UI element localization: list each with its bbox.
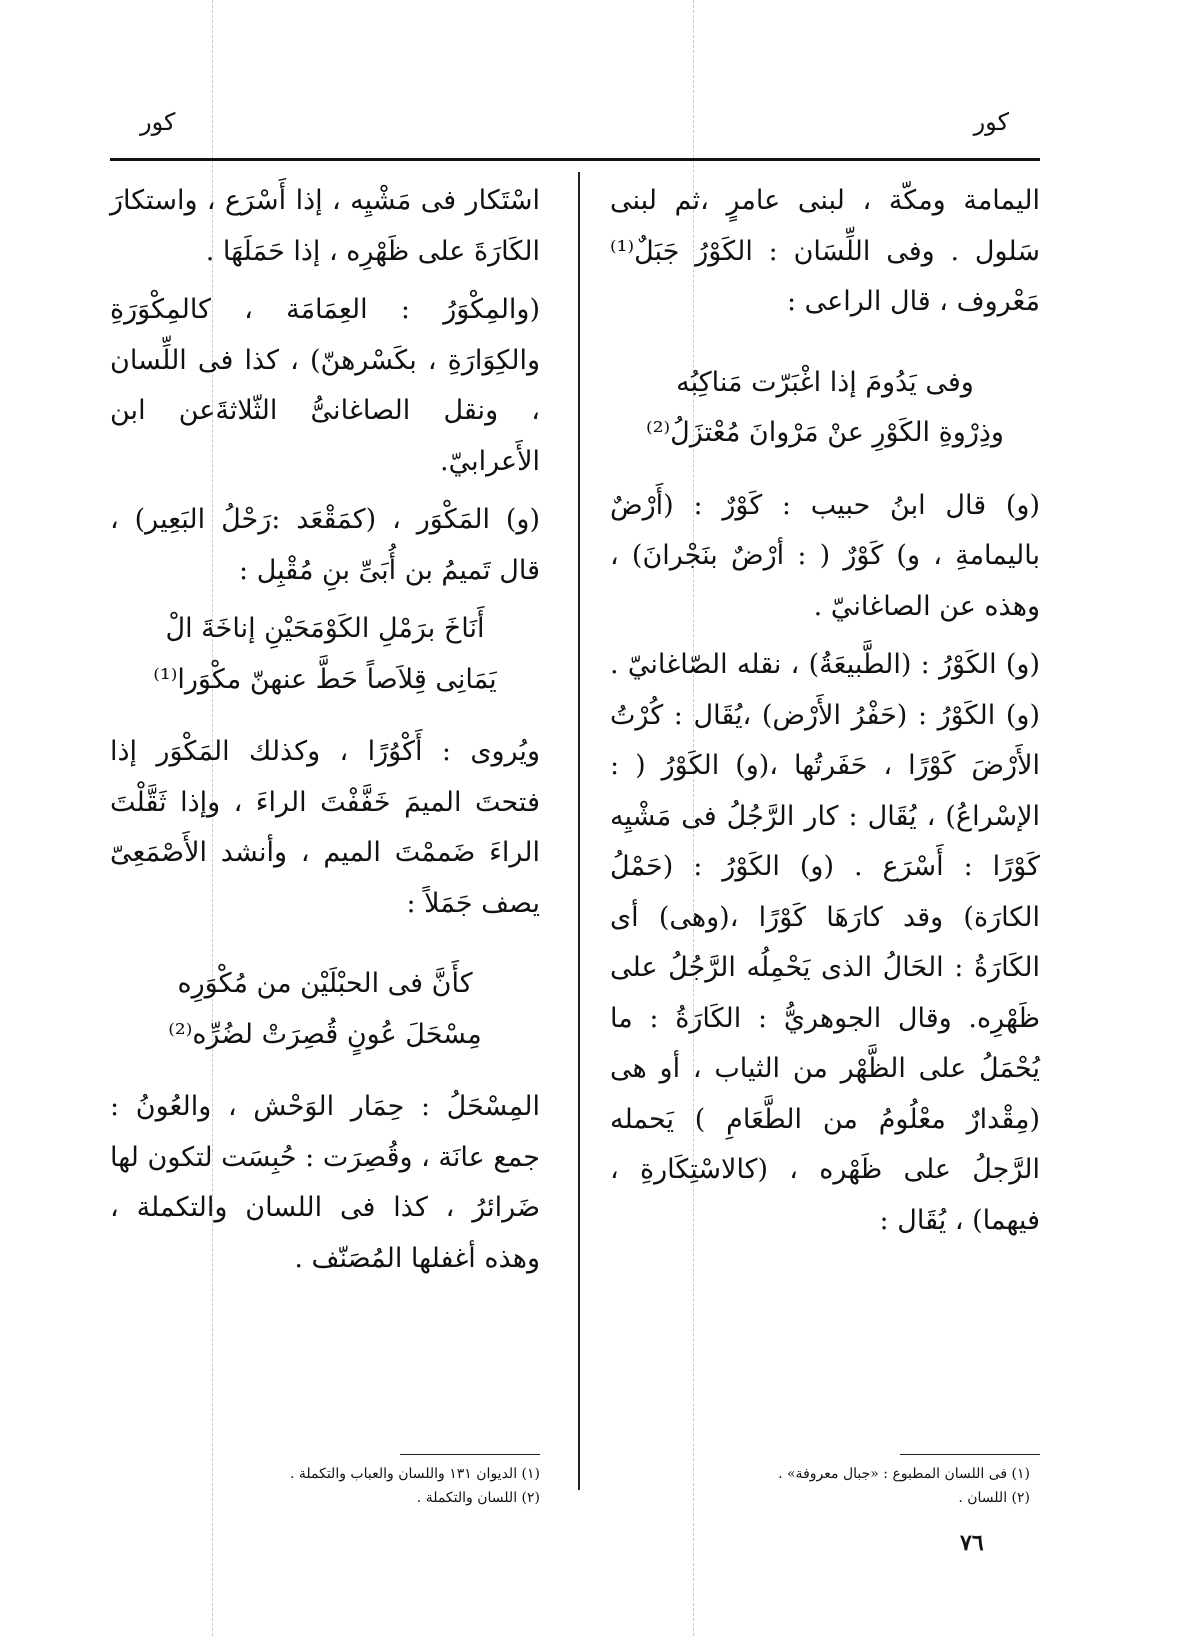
verse-line: وذِرْوةِ الكَوْرِ عنْ مَرْوانَ مُعْتزَلُ⁽²⁾	[646, 417, 1004, 448]
footnotes-left	[110, 1462, 540, 1510]
column-divider	[578, 172, 580, 1490]
footnote-rule-left	[400, 1454, 540, 1455]
paragraph: (و) الكَوْرُ : (الطَّبيعَةُ) ، نقله الصّاغانيّ . (و) الكَوْرُ : (حَفْرُ الأَرْض) ،يُقَال : كُرْتُ الأَرْضَ كَوْرًا ، حَفَرتُها ،(و) الكَوْرُ ( : الإسْراعُ) ، يُقَال : كار الرَّجُلُ فى مَشْيِه كَوْرًا : أَسْرَع . (و) الكَوْرُ : (حَمْلُ الكارَة) وقد كارَهَا كَوْرًا ،(وهى) أى الكَارَةُ : الحَالُ الذى يَحْمِلُه الرَّجُلُ على ظَهْرِه. وقال الجوهريُّ : الكَارَةُ : ما يُحْمَلُ على الظَّهْر من الثياب ، أو هى (مِقْدارٌ معْلُومُ من الطَّعَامِ ) يَحمله الرَّجلُ على ظَهْره ، (كالاسْتِكَارةِ ، فيهما) ، يُقَال :	[610, 649, 1040, 1236]
verse-line: وفى يَدُومَ إذا اغْبَرّت مَناكِبُه	[676, 366, 974, 398]
footnotes-right	[600, 1462, 1030, 1510]
verse-line: يَمَانِى قِلاَصاً حَطَّ عنهنّ مكْوَرا⁽¹⁾	[153, 663, 497, 695]
footnote: (١) الديوان ١٣١ واللسان والعباب والتكملة .	[289, 1466, 540, 1482]
footnote: (١) فى اللسان المطبوع : «جبال معروفة» .	[778, 1466, 1030, 1482]
footnote: (٢) اللسان والتكملة .	[416, 1490, 540, 1506]
paragraph: (و) قال ابنُ حبيب : كَوْرٌ : (أَرْضٌ باليمامةِ ، و) كَوْرٌ ( : أرْضٌ بنَجْرانَ) ، وهذه عن الصاغانيّ .	[610, 489, 1040, 622]
footnote-rule-right	[900, 1454, 1040, 1455]
paragraph: اليمامة ومكّة ، لبنى عامرٍ ،ثم لبنى سَلول . وفى اللِّسَان : الكَوْرُ جَبَلٌ⁽¹⁾ مَعْروف ، قال الراعى :	[610, 185, 1040, 317]
right-column	[610, 176, 1040, 1254]
header-rule	[110, 158, 1040, 161]
verse-line: كأَنَّ فى الحبْلَيْن من مُكْوَرِه	[177, 968, 473, 999]
page-number: ٧٦	[960, 1530, 984, 1556]
paragraph: المِسْحَلُ : حِمَار الوَحْش ، والعُونُ : جمع عانَة ، وقُصِرَت : حُبِسَت لتكون لها ضَرائرُ ، كذا فى اللسان والتكملة ، وهذه أغفلها المُصَنّف .	[110, 1091, 540, 1274]
verse-line: مِسْحَلَ عُونٍ قُصِرَتْ لضُرِّه⁽²⁾	[168, 1018, 482, 1050]
left-column	[110, 176, 540, 1292]
paragraph: (و) المَكْوَر ، (كمَقْعَد :رَحْلُ البَعِير) ، قال تَميمُ بن أُبَىِّ بنِ مُقْبِل :	[110, 504, 540, 586]
footnote: (٢) اللسان .	[958, 1490, 1030, 1506]
paragraph: ويُروى : أَكْوُرًا ، وكذلك المَكْوَر إذا فتحتَ الميمَ خَفَّفْتَ الراءَ ، وإذا ثَقَّلْتَ الراءَ ضَممْتَ الميم ، وأنشد الأَصْمَعِىّ يصف جَمَلاً :	[110, 736, 540, 919]
running-head-left: كور	[140, 108, 176, 136]
verse-line: أَنَاخَ برَمْلِ الكَوْمَحَيْنِ إناخَةَ الْ	[165, 613, 485, 644]
running-head-right: كور	[973, 108, 1009, 136]
paragraph: اسْتَكار فى مَشْيِه ، إذا أَسْرَع ، واستكارَ الكَارَةَ على ظَهْرِه ، إذا حَمَلَهَا .	[110, 185, 540, 267]
paragraph: (والمِكْوَرُ : العِمَامَة ، كالمِكْوَرَةِ والكِوَارَةِ ، بكَسْرهنّ) ، كذا فى اللِّسان ، ونقل الصاغانىُّ الثّلاثةَعن ابن الأَعرابيّ.	[110, 294, 540, 477]
